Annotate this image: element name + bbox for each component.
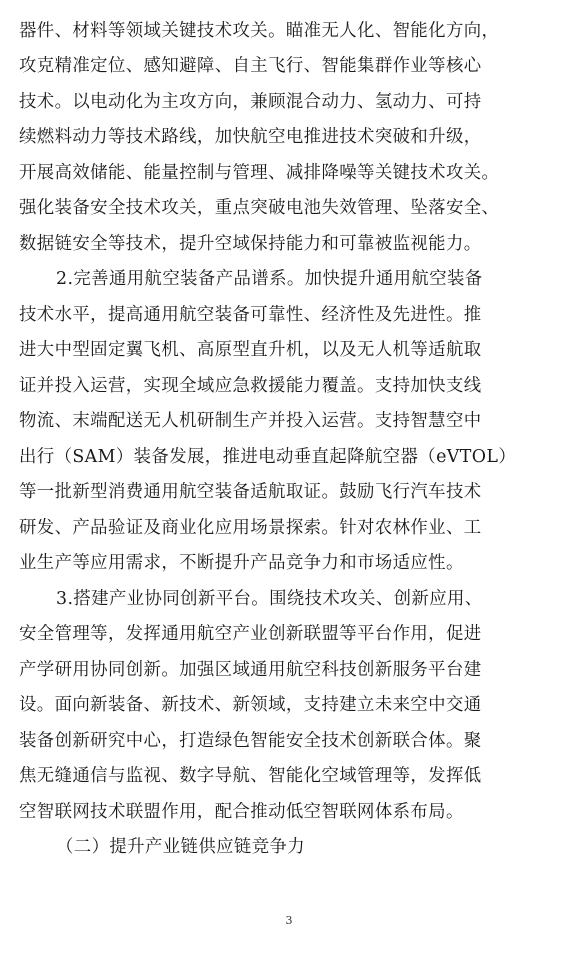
paragraph-3-line-1: 3.搭建产业协同创新平台。围绕技术攻关、创新应用、 [56,589,483,609]
paragraph-1-line-4: 续燃料动力等技术路线，加快航空电推进技术突破和升级， [19,127,482,147]
paragraph-2-line-6: 出行（SAM）装备发展，推进电动垂直起降航空器（eVTOL） [19,447,517,467]
paragraph-2-line-7: 等一批新型消费通用航空装备适航取证。鼓励飞行汽车技术 [19,482,482,502]
paragraph-2-line-4: 证并投入运营，实现全域应急救援能力覆盖。支持加快支线 [19,376,482,396]
paragraph-1-line-7: 数据链安全等技术，提升空域保持能力和可靠被监视能力。 [19,234,482,254]
paragraph-1-line-5: 开展高效储能、能量控制与管理、减排降噪等关键技术攻关。 [19,163,500,183]
paragraph-2-line-5: 物流、末端配送无人机研制生产并投入运营。支持智慧空中 [19,411,482,431]
paragraph-1-line-2: 攻克精准定位、感知避障、自主飞行、智能集群作业等核心 [19,56,482,76]
paragraph-3-line-7: 空智联网技术联盟作用，配合推动低空智联网体系布局。 [19,802,464,822]
paragraph-3-line-4: 设。面向新装备、新技术、新领域，支持建立未来空中交通 [19,695,482,715]
section-heading: （二）提升产业链供应链竞争力 [56,837,306,857]
paragraph-2-line-1: 2.完善通用航空装备产品谱系。加快提升通用航空装备 [56,269,483,289]
paragraph-2-line-9: 业生产等应用需求，不断提升产品竞争力和市场适应性。 [19,553,464,573]
paragraph-3-line-5: 装备创新研究中心，打造绿色智能安全技术创新联合体。聚 [19,731,482,751]
paragraph-2-line-8: 研发、产品验证及商业化应用场景探索。针对农林作业、工 [19,518,482,538]
paragraph-1-line-6: 强化装备安全技术攻关，重点突破电池失效管理、坠落安全、 [19,198,500,218]
paragraph-3-line-3: 产学研用协同创新。加强区域通用航空科技创新服务平台建 [19,660,482,680]
paragraph-3-line-6: 焦无缝通信与监视、数字导航、智能化空域管理等，发挥低 [19,766,482,786]
paragraph-1-line-3: 技术。以电动化为主攻方向，兼顾混合动力、氢动力、可持 [19,92,482,112]
paragraph-1-line-1: 器件、材料等领域关键技术攻关。瞄准无人化、智能化方向， [19,21,500,41]
page-number: 3 [285,914,293,927]
paragraph-2-line-3: 进大中型固定翼飞机、高原型直升机，以及无人机等适航取 [19,340,482,360]
paragraph-3-line-2: 安全管理等，发挥通用航空产业创新联盟等平台作用，促进 [19,624,482,644]
paragraph-2-line-2: 技术水平，提高通用航空装备可靠性、经济性及先进性。推 [19,305,482,325]
